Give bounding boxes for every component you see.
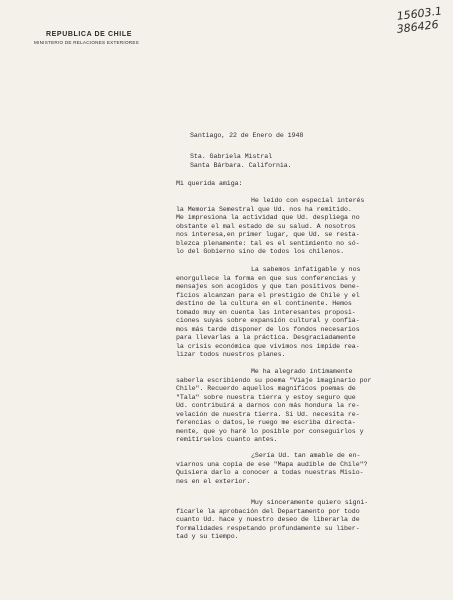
salutation: Mi querida amiga:	[176, 180, 243, 187]
text-line: ficarle la aprobación del Departamento por todo	[176, 507, 360, 515]
text-line: destino de la cultura en el continente. Hemos	[176, 300, 352, 308]
text-line: mos más tarde disponer de los fondos necesarios	[176, 325, 360, 333]
text-line: formalidades respetando profundamente su liber-	[176, 524, 360, 532]
text-line: velación de nuestra tierra. Si Ud. necesita re-	[176, 410, 360, 418]
text-line: enorgullece la forma en que sus conferencias y	[176, 274, 356, 282]
paragraph-3	[176, 368, 416, 445]
archive-mark: 15603.1	[396, 4, 443, 23]
text-line: mente, que yo haré lo posible por conseguirlos y	[176, 427, 364, 435]
text-line: Muy sinceramente quiero signi-	[251, 499, 369, 506]
archive-marks	[396, 4, 443, 36]
text-line: para llevarlas a la práctica. Desgraciadamente	[176, 334, 356, 342]
paragraph-5	[176, 499, 416, 542]
text-line: viarnos una copia de ese "Mapa audible de Chile"?	[176, 460, 368, 468]
text-line: ferencias o datos,le ruego me escriba directa-	[176, 419, 356, 427]
text-line: tad y su tiempo.	[176, 533, 239, 541]
text-line: Ud. contribuirá a darnos con más hondura la re-	[176, 402, 360, 410]
text-line: la Memoria Semestral que Ud. nos ha remitido.	[176, 205, 352, 213]
text-line: ficios alcanzan para el prestigio de Chile y el	[176, 291, 360, 299]
text-line: obstante el mal estado de su salud. A nosotros	[176, 222, 356, 230]
text-line: cuanto Ud. hace y nuestro deseo de liberarla de	[176, 516, 360, 524]
text-line: He leído con especial interés	[251, 197, 365, 204]
text-line: "Tala" sobre nuestra tierra y estoy seguro que	[176, 393, 356, 401]
text-line: lo del Gobierno sino de todos los chilenos.	[176, 248, 344, 256]
text-line: remitírselos cuanto antes.	[176, 436, 278, 444]
text-line: La sabemos infatigable y nos	[251, 266, 361, 273]
text-line: saberla escribiendo su poema "Viaje imaginario por	[176, 376, 372, 384]
letterhead	[34, 31, 139, 45]
text-line: Me ha alegrado íntimamente	[251, 368, 353, 375]
recipient-name: Sta. Gabriela Mistral	[190, 153, 273, 160]
text-line: nes en el exterior.	[176, 477, 251, 485]
text-line: mensajes son acogidos y que tan positivos bene-	[176, 283, 360, 291]
letterhead-ministry: MINISTERIO DE RELACIONES EXTERIORES	[34, 40, 139, 45]
date-line: Santiago, 22 de Enero de 1948	[190, 132, 304, 139]
text-line: lizar todos nuestros planes.	[176, 351, 286, 359]
text-line: Chile". Recuerdo aquellos magníficos poemas de	[176, 385, 356, 393]
text-line: Me impresiona la actividad que Ud. despliega no	[176, 214, 360, 222]
text-line: tomado muy en cuenta las interesantes proposi-	[176, 308, 356, 316]
text-line: nos interesa,en primer lugar, que Ud. se resta-	[176, 231, 360, 239]
paragraph-1	[176, 197, 416, 257]
text-line: ¿Sería Ud. tan amable de en-	[251, 452, 361, 459]
paragraph-4	[176, 452, 416, 486]
recipient-address: Santa Bárbara. California.	[190, 162, 292, 169]
archive-mark: 386426	[396, 17, 440, 36]
text-line: blezca plenamente: tal es el sentimiento no só-	[176, 239, 360, 247]
text-line: ciones suyas sobre expansión cultural y confia-	[176, 317, 360, 325]
paragraph-2	[176, 266, 416, 360]
text-line: Quisiera darlo a conocer a todas nuestras Misio-	[176, 469, 364, 477]
text-line: la crisis económica que vivimos nos impide rea-	[176, 342, 360, 350]
letterhead-country: REPUBLICA DE CHILE	[46, 31, 132, 38]
